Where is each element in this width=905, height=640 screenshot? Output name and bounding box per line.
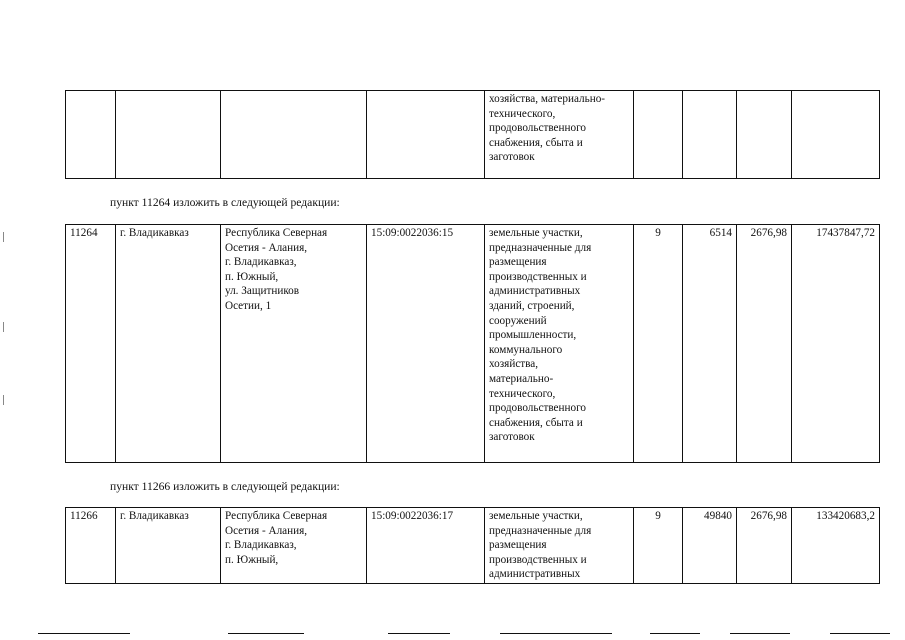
cell-city: г. Владикавказ (116, 225, 221, 463)
cell-area: 6514 (683, 225, 737, 463)
scan-line (830, 633, 890, 634)
cell-cadastral-value (792, 91, 880, 179)
scan-mark (3, 395, 4, 405)
table-row (66, 91, 880, 179)
cell-city: г. Владикавказ (116, 508, 221, 584)
cell-group: 9 (634, 508, 683, 584)
paragraph-11266: пункт 11266 изложить в следующей редакции: (110, 480, 340, 493)
scan-line (730, 633, 790, 634)
cell-cadastral-value: 17437847,72 (792, 225, 880, 463)
cell-id: 11266 (66, 508, 116, 584)
cell-group (634, 91, 683, 179)
table-row (66, 225, 880, 463)
table-fragment-top (65, 90, 880, 179)
cell-land-use: земельные участки, предназначенные для размещения производственных и административных зданий, строений, сооружений промышленности, коммунального хозяйства, материально- технического, продовольственного снабжения, сбыта и заготовок (485, 225, 634, 463)
cell-land-use: земельные участки, предназначенные для размещения производственных и административных (485, 508, 634, 584)
cell-area (683, 91, 737, 179)
cell-cadastral-value: 133420683,2 (792, 508, 880, 584)
scan-mark (3, 322, 4, 332)
scan-mark (3, 232, 4, 242)
cell-unit-price: 2676,98 (737, 225, 792, 463)
cell-area: 49840 (683, 508, 737, 584)
scan-line (38, 633, 130, 634)
cell-unit-price: 2676,98 (737, 508, 792, 584)
cell-address: Республика Северная Осетия - Алания, г. Владикавказ, п. Южный, (221, 508, 367, 584)
table-11266 (65, 507, 880, 584)
cell-cadastral (367, 91, 485, 179)
cell-address: Республика Северная Осетия - Алания, г. Владикавказ, п. Южный, ул. Защитников Осетии, 1 (221, 225, 367, 463)
cell-id: 11264 (66, 225, 116, 463)
cell-unit-price (737, 91, 792, 179)
cell-city (116, 91, 221, 179)
table-row (66, 508, 880, 584)
cell-address (221, 91, 367, 179)
scan-line (228, 633, 304, 634)
cell-cadastral: 15:09:0022036:15 (367, 225, 485, 463)
cell-group: 9 (634, 225, 683, 463)
table-11264 (65, 224, 880, 463)
paragraph-11264: пункт 11264 изложить в следующей редакции: (110, 196, 340, 209)
scan-line (650, 633, 700, 634)
cell-cadastral: 15:09:0022036:17 (367, 508, 485, 584)
scan-line (500, 633, 612, 634)
scan-line (388, 633, 450, 634)
cell-land-use: хозяйства, материально- технического, продовольственного снабжения, сбыта и заготовок (485, 91, 634, 179)
cell-id (66, 91, 116, 179)
